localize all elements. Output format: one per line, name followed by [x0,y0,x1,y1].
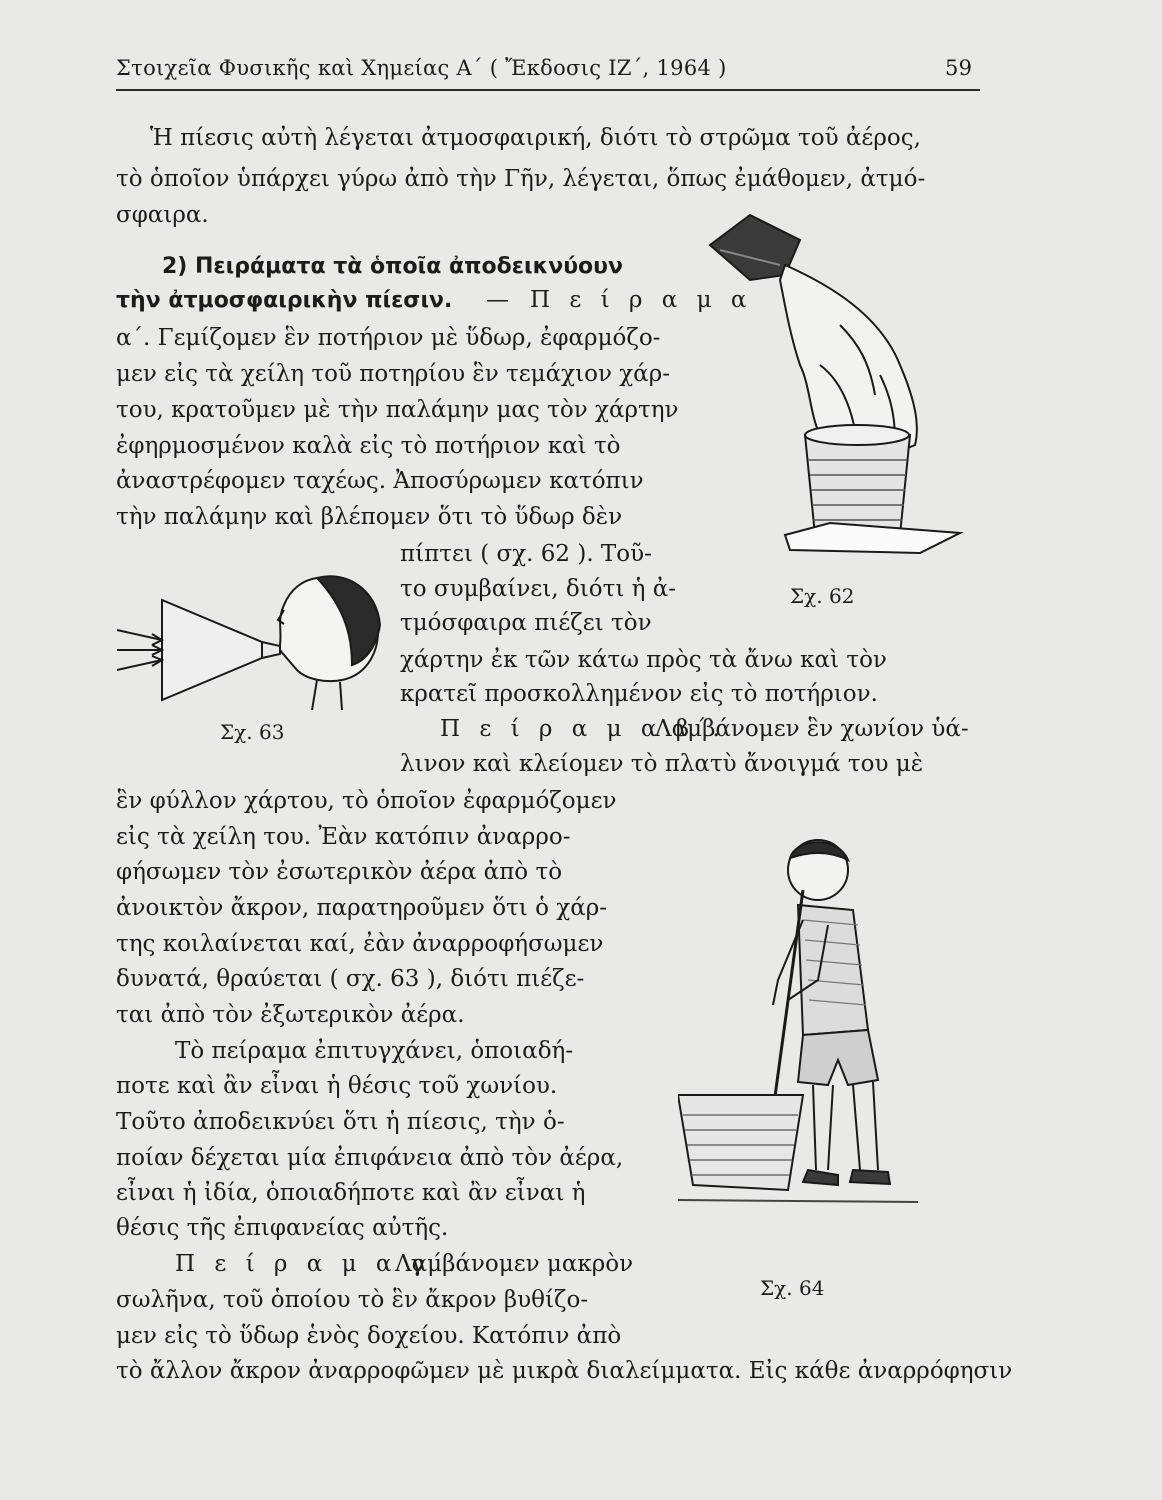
exp-a-line-2: μεν εἰς τὰ χείλη τοῦ ποτηρίου ἓν τεμάχιον χάρ- [116,361,671,387]
exp-a-line-10: χάρτην ἐκ τῶν κάτω πρὸς τὰ ἄνω καὶ τὸν [400,647,887,673]
intro-line-1: Ἡ πίεσις αὐτὴ λέγεται ἀτμοσφαιρική, διότι τὸ στρῶμα τοῦ ἀέρος, [150,125,921,151]
exp-b-line-8: δυνατά, θραύεται ( σχ. 63 ), διότι πιέζε- [116,966,585,992]
running-header-title: Στοιχεῖα Φυσικῆς καὶ Χημείας Α΄ ( Ἔκδοσις ΙΖ΄, 1964 ) [116,56,727,80]
exp-b-line-9: ται ἀπὸ τὸν ἐξωτερικὸν ἀέρα. [116,1002,465,1028]
peirama-a-label: Π ε ί ρ α μ α [530,287,753,313]
exp-b-line-10: Τὸ πείραμα ἐπιτυγχάνει, ὁποιαδή- [175,1038,574,1064]
exp-b-line-13: ποίαν δέχεται μία ἐπιφάνεια ἀπὸ τὸν ἀέρα, [116,1145,624,1171]
peirama-c-label: Π ε ί ρ α μ α γ΄. [175,1251,462,1277]
exp-a-line-3: του, κρατοῦμεν μὲ τὴν παλάμην μας τὸν χάρτην [116,397,679,423]
exp-b-line-6: ἀνοικτὸν ἄκρον, παρατηροῦμεν ὅτι ὁ χάρ- [116,895,608,921]
exp-b-line-14: εἶναι ἡ ἰδία, ὁποιαδήποτε καὶ ἂν εἶναι ἡ [116,1180,586,1206]
exp-c-line-1: Λαμβάνομεν μακρὸν [395,1251,634,1277]
figure-64-caption: Σχ. 64 [760,1276,825,1300]
exp-b-line-4: εἰς τὰ χείλη του. Ἐὰν κατόπιν ἀναρρο- [116,824,571,850]
peirama-b-label: Π ε ί ρ α μ α β΄. [440,716,726,742]
exp-a-line-5: ἀναστρέφομεν ταχέως. Ἀποσύρωμεν κατόπιν [116,468,644,494]
exp-a-line-7: πίπτει ( σχ. 62 ). Τοῦ- [400,541,652,567]
header-rule [116,89,980,91]
intro-line-3: σφαιρα. [116,202,209,228]
exp-c-line-4: τὸ ἄλλον ἄκρον ἀναρροφῶμεν μὲ μικρὰ διαλείμματα. Εἰς κάθε ἀναρρόφησιν [116,1358,1013,1384]
exp-c-line-2: σωλῆνα, τοῦ ὁποίου τὸ ἓν ἄκρον βυθίζο- [116,1287,589,1313]
section-heading-line-2: τὴν ἀτμοσφαιρικὴν πίεσιν. [116,288,453,313]
figure-64-boy-tube [678,830,968,1225]
page-number: 59 [945,56,973,80]
exp-b-line-2: λινον καὶ κλείομεν τὸ πλατὺ ἄνοιγμά του μὲ [400,751,924,777]
exp-b-line-3: ἓν φύλλον χάρτου, τὸ ὁποῖον ἐφαρμόζομεν [116,788,617,814]
figure-62-caption: Σχ. 62 [790,584,855,608]
exp-b-line-15: θέσις τῆς ἐπιφανείας αὐτῆς. [116,1215,449,1241]
exp-b-line-12: Τοῦτο ἀποδεικνύει ὅτι ἡ πίεσις, τὴν ὁ- [116,1109,565,1135]
exp-b-line-5: φήσωμεν τὸν ἐσωτερικὸν ἀέρα ἀπὸ τὸ [116,859,563,885]
exp-c-line-3: μεν εἰς τὸ ὕδωρ ἑνὸς δοχείου. Κατόπιν ἀπὸ [116,1323,622,1349]
figure-63-funnel-head [112,550,392,715]
exp-a-line-8: το συμβαίνει, διότι ἡ ἀ- [400,576,677,602]
figure-62-hand-glass [690,205,980,575]
section-heading-line-1: 2) Πειράματα τὰ ὁποῖα ἀποδεικνύουν [162,254,624,279]
exp-b-line-7: της κοιλαίνεται καί, ἐὰν ἀναρροφήσωμεν [116,931,604,957]
exp-b-line-11: ποτε καὶ ἂν εἶναι ἡ θέσις τοῦ χωνίου. [116,1073,558,1099]
exp-a-line-4: ἐφηρμοσμένον καλὰ εἰς τὸ ποτήριον καὶ τὸ [116,433,621,459]
exp-a-line-1: α΄. Γεμίζομεν ἓν ποτήριον μὲ ὕδωρ, ἐφαρμόζο- [116,325,661,351]
exp-a-line-9: τμόσφαιρα πιέζει τὸν [400,610,652,636]
exp-a-line-6: τὴν παλάμην καὶ βλέπομεν ὅτι τὸ ὕδωρ δὲν [116,504,623,530]
figure-63-caption: Σχ. 63 [220,720,285,744]
exp-b-line-1: Λαμβάνομεν ἓν χωνίον ὑά- [655,716,969,742]
intro-line-2: τὸ ὁποῖον ὑπάρχει γύρω ἀπὸ τὴν Γῆν, λέγεται, ὅπως ἐμάθομεν, ἀτμό- [116,166,926,192]
heading-dash: — [486,287,509,313]
exp-a-line-11: κρατεῖ προσκολλημένον εἰς τὸ ποτήριον. [400,681,878,707]
